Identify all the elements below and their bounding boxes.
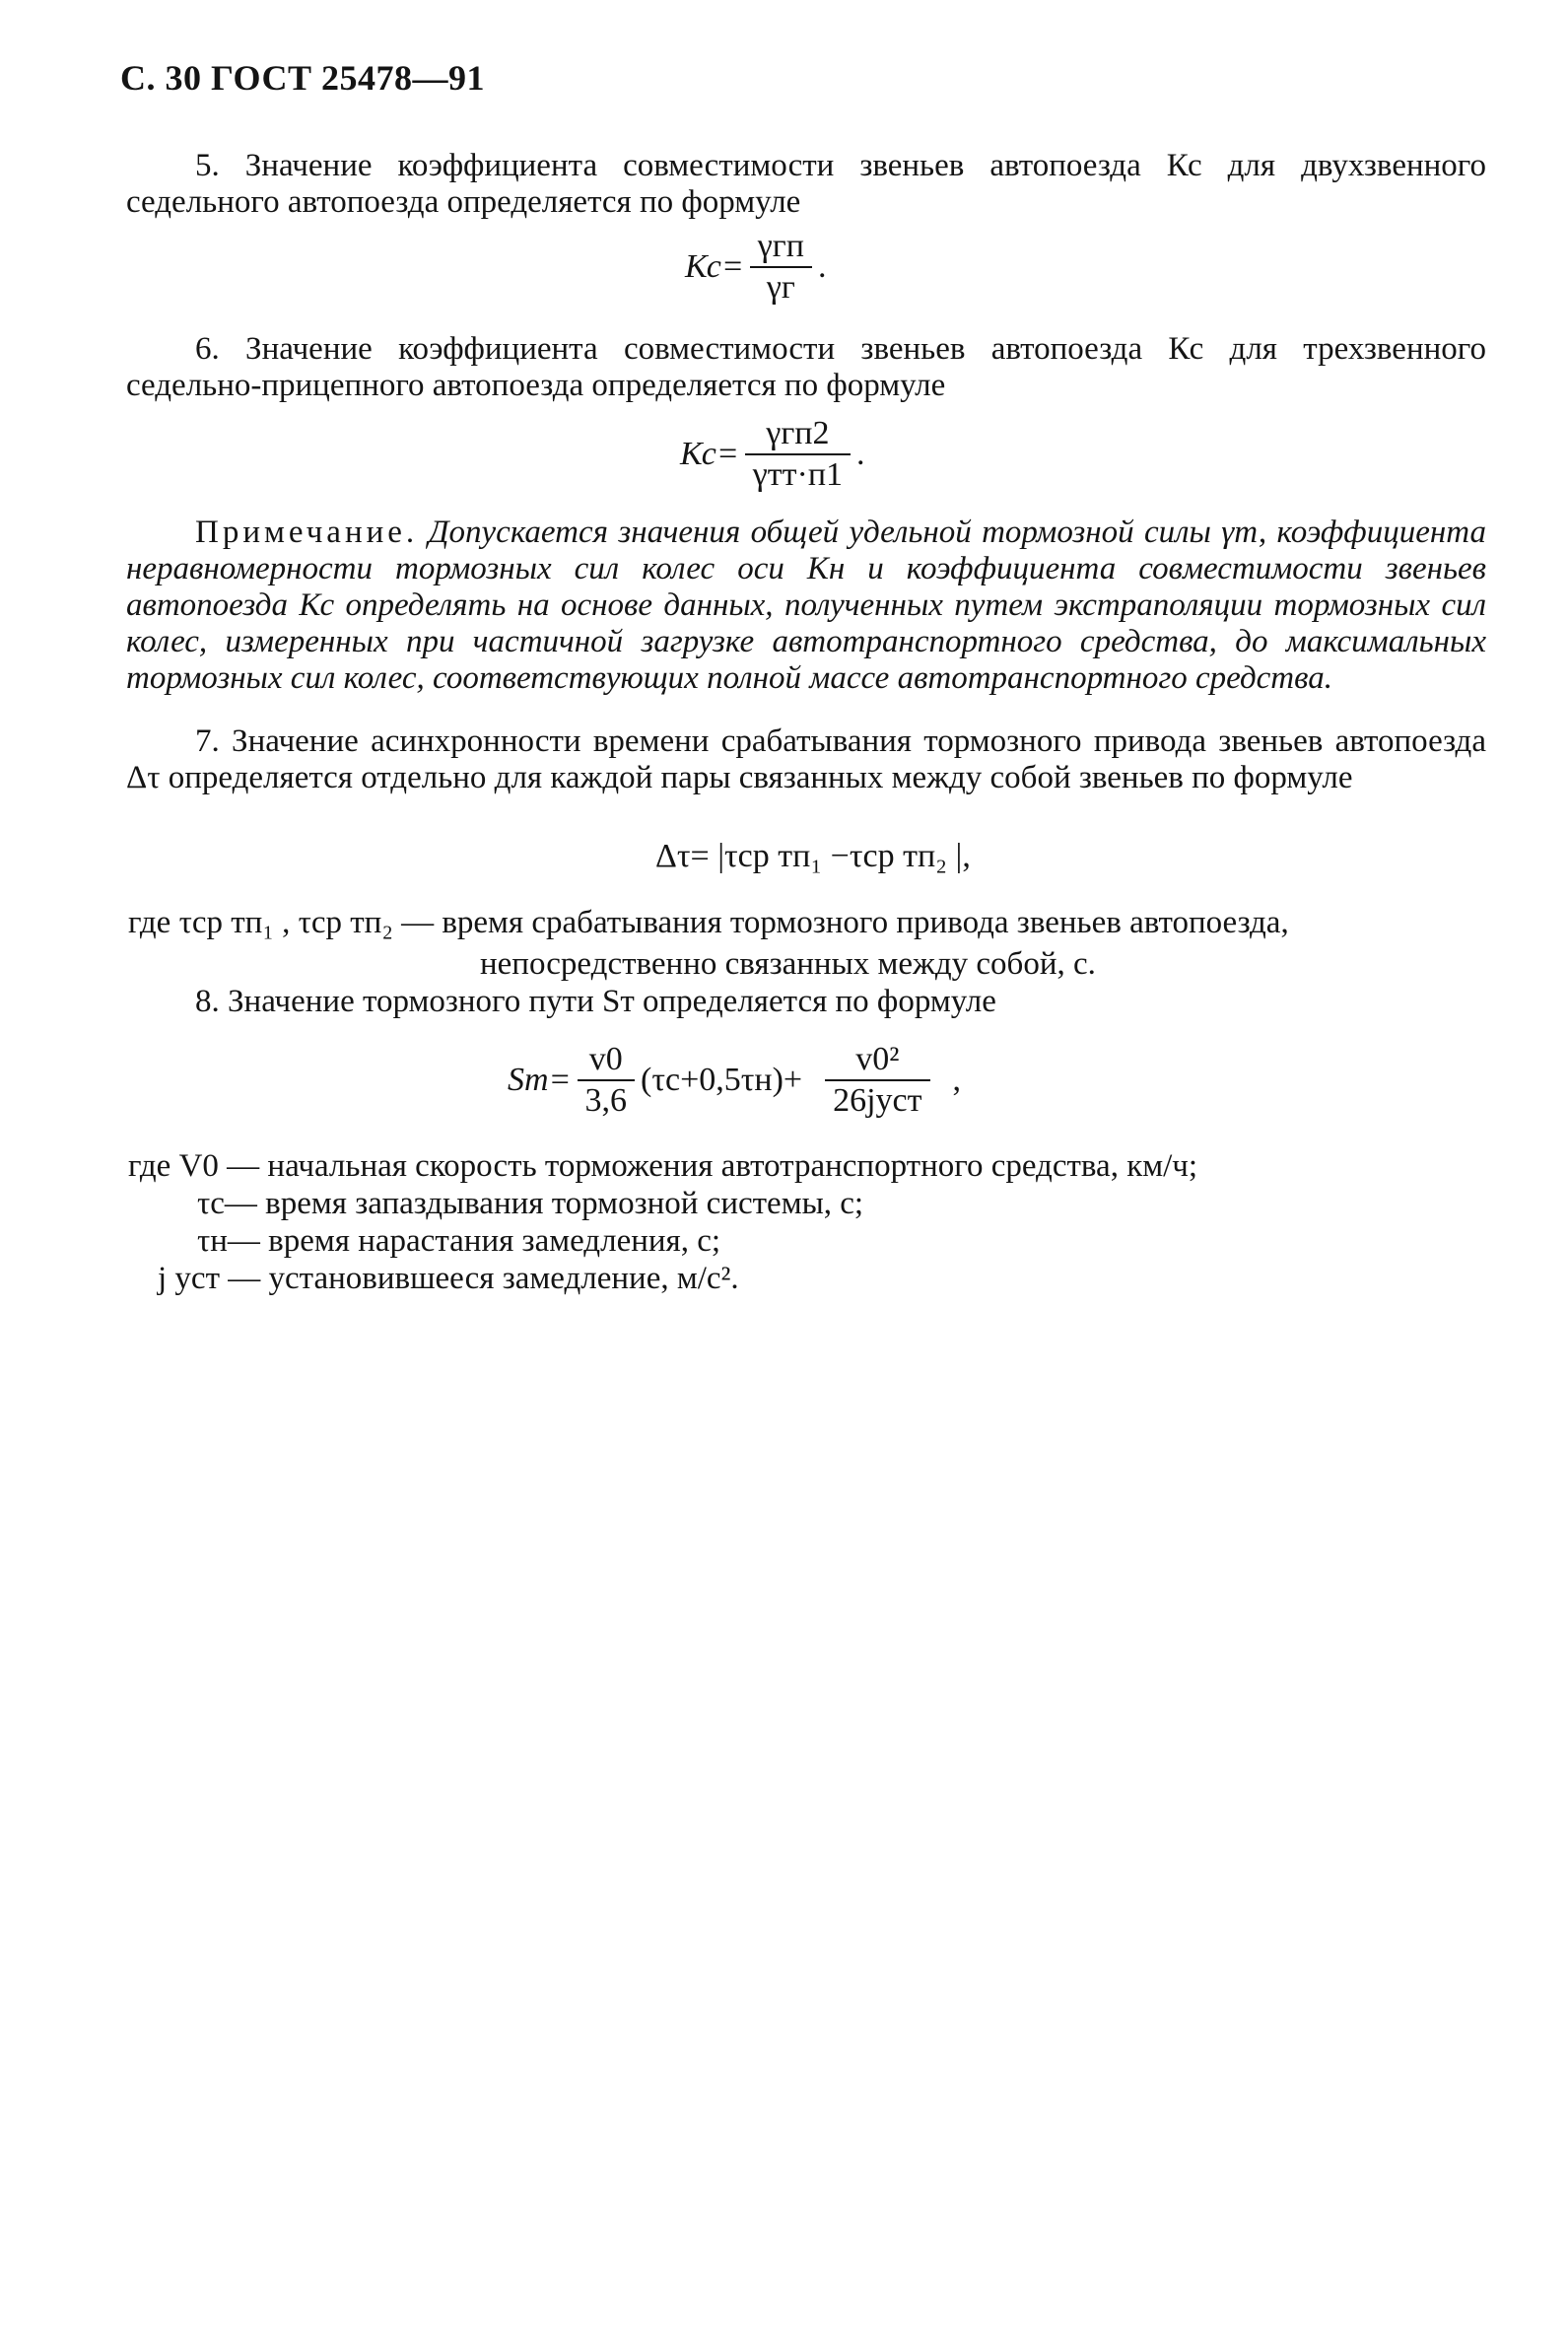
page-header: С. 30 ГОСТ 25478—91 (120, 58, 485, 98)
denominator: γтт·п1 (752, 456, 844, 493)
formula-kc-three-link (680, 414, 865, 495)
note-label: Примечание. (195, 515, 419, 550)
formula-braking-distance (508, 1040, 961, 1121)
paragraph-7: 7. Значение асинхронности времени срабатывания тормозного привода звеньев автопоезда Δτ определяется отдельно для каждой пары связанных между собой звеньев по формуле (126, 723, 1486, 795)
formula-kc-two-link (685, 227, 826, 308)
denominator-1: 3,6 (584, 1082, 627, 1119)
where-8-v0: где V0 — начальная скорость торможения автотранспортного средства, км/ч; (128, 1148, 1198, 1184)
where-8-tau-n: τн— время нарастания замедления, с; (197, 1223, 721, 1259)
paragraph-8: 8. Значение тормозного пути Sт определяется по формуле (195, 984, 996, 1019)
where-8-j-ust: j уст — установившееся замедление, м/с². (158, 1261, 739, 1296)
formula-tail: , (952, 1062, 962, 1098)
paragraph-5: 5. Значение коэффициента совместимости звеньев автопоезда Кс для двухзвенного седельного автопоезда определяется по формуле (126, 148, 1486, 220)
formula-lhs: Кс= (685, 248, 744, 285)
denominator-2: 26jуст (833, 1082, 922, 1119)
note-body: Допускается значения общей удельной тормозной силы γт, коэффициента неравномерности тормозных сил колес оси Кн и коэффициента совместимости звеньев автопоезда Кс определять на основе данных, полученных путем экстраполяции тормозных сил колес, измеренных при частичной загрузке автотранспортного средства, до максимальных тормозных сил колес, соответствующих полной массе автотранспортного средства. (126, 515, 1486, 696)
where-8-tau-c: τс— время запаздывания тормозной системы, с; (197, 1186, 864, 1221)
fraction (745, 414, 851, 495)
formula-lhs: Кс= (680, 436, 739, 472)
fraction (750, 227, 812, 308)
fraction-1 (578, 1040, 636, 1121)
formula-tail: . (856, 436, 865, 472)
formula-tail: . (817, 248, 827, 285)
formula-lhs: Sт= (508, 1062, 572, 1098)
denominator: γг (766, 269, 795, 306)
where-7-line-1: где τср тп₁ , τср тп₂ — время срабатывания тормозного привода звеньев автопоезда, (128, 905, 1289, 940)
numerator: γгп2 (745, 414, 851, 455)
where-7-line-2: непосредственно связанных между собой, с. (480, 946, 1096, 982)
numerator: γгп (750, 227, 812, 268)
paragraph-6: 6. Значение коэффициента совместимости звеньев автопоезда Кс для трехзвенного седельно-прицепного автопоезда определяется по формуле (126, 331, 1486, 403)
note-paragraph (126, 515, 1486, 697)
fraction-2 (825, 1040, 929, 1121)
formula-delta-tau: Δτ= |τср тп₁ −τср тп₂ |, (655, 838, 971, 874)
numerator-2: v0² (825, 1040, 929, 1081)
formula-middle: (τс+0,5τн)+ (641, 1062, 803, 1098)
numerator-1: v0 (578, 1040, 636, 1081)
